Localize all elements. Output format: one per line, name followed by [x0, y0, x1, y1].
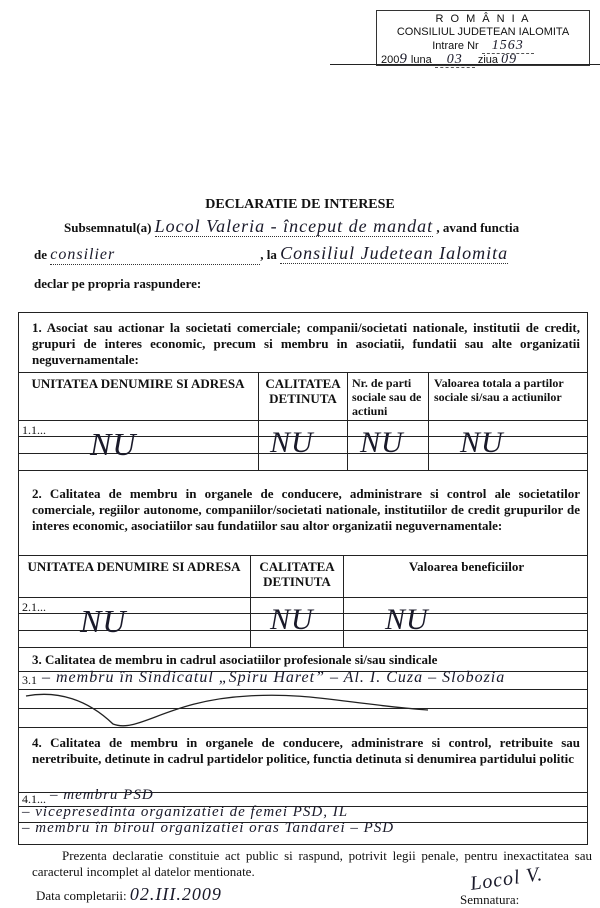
section2-heading: 2. Calitatea de membru in organele de conducere, administrare si control ale societatilor comerciale, regiilor autonome, companiilor/societati nationale, institutiilor de credit grupurilor de interes economic, asociatiilor sau fundatiilor sau altor organizatii neguvernamentale: — [32, 486, 580, 533]
section1-heading: 1. Asociat sau actionar la societati comerciale; companii/societati nationale, institutii de credit, grupuri de interes economic, precum si membru in asociatii, fundatii sau alte organizatii neguvernamentale: — [32, 320, 580, 367]
s4-entry-1: – membru PSD — [50, 787, 154, 803]
legal-statement: Prezenta declaratie constituie act public si raspund, potrivit legii penale, pentru inexactitatea sau caracterul incomplet al datelor mentionate. — [32, 848, 592, 879]
registration-stamp — [376, 10, 590, 66]
s1-value-quality: NU — [270, 426, 314, 459]
s2-value-unit: NU — [80, 603, 127, 639]
s1-col-unit: UNITATEA DENUMIRE SI ADRESA — [31, 376, 245, 391]
declarant-line: Subsemnatul(a) Locol Valeria - început de mandat , avand functia — [64, 216, 520, 236]
s2-row-label: 2.1... — [22, 600, 46, 614]
page-title: DECLARATIE DE INTERESE — [205, 197, 395, 212]
signature: Locol V. — [468, 863, 545, 895]
s2-col-unit: UNITATEA DENUMIRE SI ADRESA — [27, 559, 241, 574]
stamp-date: 2009 luna 03 ziua 09 — [381, 51, 518, 67]
s4-row-label: 4.1... — [22, 792, 46, 806]
stamp-entry: Intrare Nr 1563 — [377, 39, 589, 53]
completion-date: Data completarii: 02.III.2009 — [36, 884, 222, 904]
signature-label: Semnatura: — [460, 892, 520, 907]
s2-col-benefits: Valoarea beneficiilor — [408, 559, 525, 574]
s1-value-unit: NU — [90, 426, 137, 462]
s1-col-quality: CALITATEA DETINUTA — [265, 376, 341, 406]
stamp-rule — [330, 64, 600, 65]
s2-value-benefits: NU — [385, 603, 429, 636]
s2-value-quality: NU — [270, 603, 314, 636]
s4-entry-3: – membru în biroul organizatiei oras Tandarei – PSD — [22, 820, 395, 836]
s1-row-label: 1.1... — [22, 423, 46, 437]
s3-row-label: 3.1 — [22, 673, 37, 687]
function-value: consilier — [50, 246, 260, 265]
stamp-institution: CONSILIUL JUDETEAN IALOMITA — [396, 26, 570, 38]
s4-entry-2: – vicepresedinta organizatiei de femei PSD, IL — [22, 804, 349, 820]
s1-col-value: Valoarea totala a partilor sociale si/sau a actiunilor — [434, 376, 564, 404]
section4-heading: 4. Calitatea de membru in organele de conducere, administrare si control, retribuite sau neretribuite, detinute in cadrul partidelor politice, functia detinuta si denumirea partidului politic — [32, 735, 580, 766]
declaration-statement: declar pe propria raspundere: — [34, 276, 202, 291]
institution-value: Consiliul Judetean Ialomita — [280, 243, 509, 263]
strike-through-scribble — [18, 690, 438, 730]
stamp-country: R O M Â N I A — [435, 13, 531, 25]
declarant-name: Locol Valeria - început de mandat — [154, 216, 434, 236]
s1-value-shares: NU — [360, 426, 404, 459]
s3-entry: – membru în Sindicatul „Spiru Haret” – Al. I. Cuza – Slobozia — [42, 669, 506, 686]
section3-heading: 3. Calitatea de membru in cadrul asociatiilor profesionale si/sau sindicale — [32, 652, 438, 667]
function-line: de consilier , la Consiliul Judetean Ialomita — [34, 243, 509, 263]
s1-value-total: NU — [460, 426, 504, 459]
s2-col-quality: CALITATEA DETINUTA — [259, 559, 335, 589]
s1-col-shares: Nr. de parti sociale sau de actiuni — [352, 376, 422, 418]
